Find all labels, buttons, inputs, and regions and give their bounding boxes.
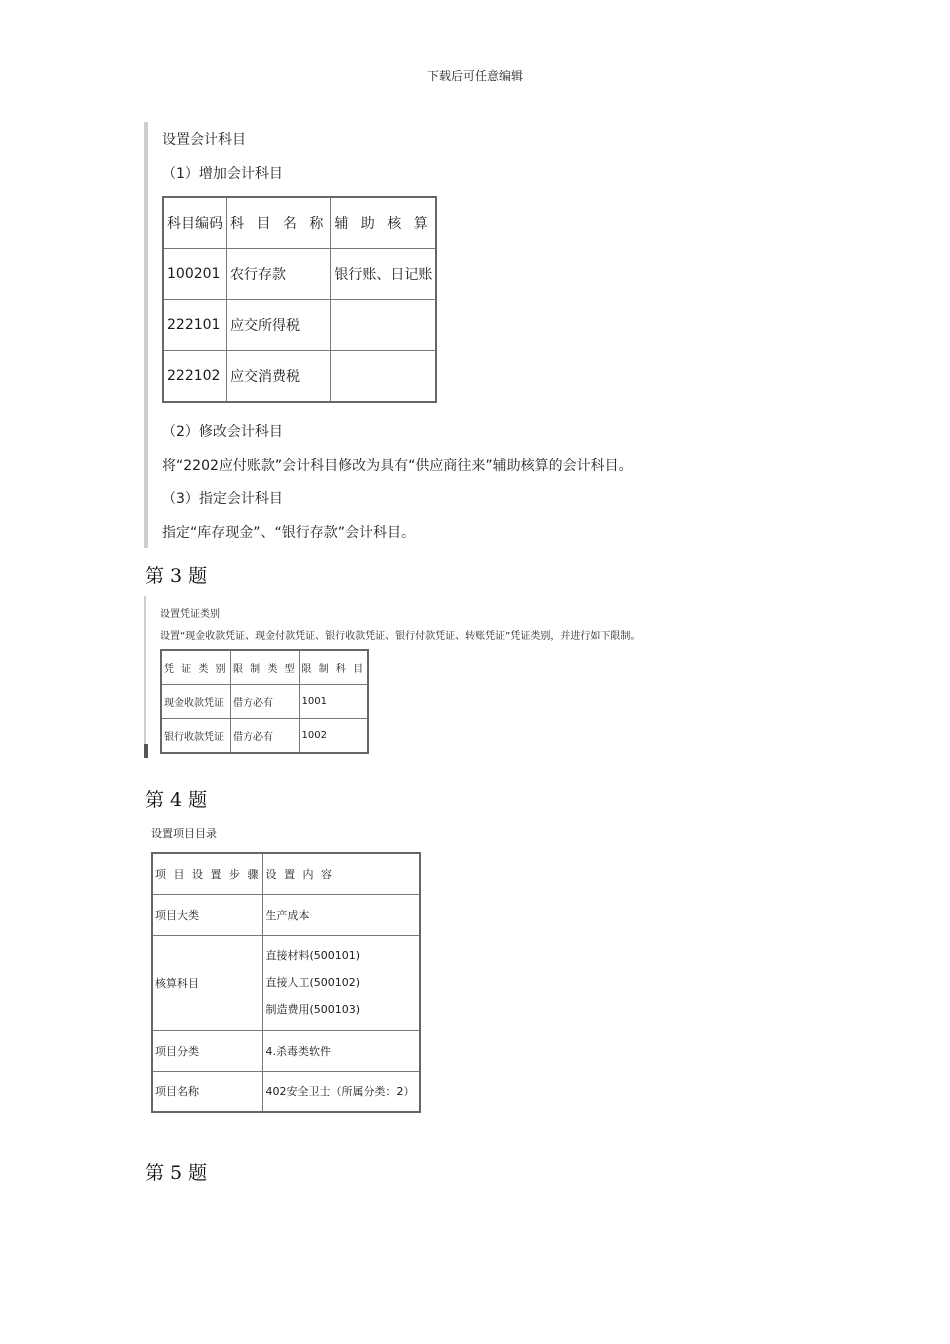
table-cell: 银行账、日记账	[331, 249, 437, 300]
project-catalog-block	[148, 822, 548, 1122]
table-row	[163, 300, 436, 351]
table-header-row	[163, 197, 436, 249]
table-cell: 402安全卫士（所属分类：2）	[263, 1071, 421, 1112]
header-cell: 辅 助 核 算	[331, 197, 437, 249]
table-row	[161, 685, 368, 719]
table-cell: 借方必有	[231, 719, 300, 754]
table-cell: 222102	[163, 351, 227, 403]
table-cell: 农行存款	[227, 249, 331, 300]
table-row	[152, 1071, 420, 1112]
project-table	[151, 852, 421, 1113]
table-cell	[331, 351, 437, 403]
quote-bar	[144, 122, 148, 548]
quote-bar-marker	[144, 744, 148, 758]
table-row	[152, 1030, 420, 1071]
step-heading: （1）增加会计科目	[162, 166, 283, 182]
table-cell: 银行收款凭证	[161, 719, 231, 754]
table-cell: 现金收款凭证	[161, 685, 231, 719]
table-cell: 借方必有	[231, 685, 300, 719]
accounts-table	[162, 196, 437, 403]
table-row	[163, 249, 436, 300]
header-cell: 科 目 名 称	[227, 197, 331, 249]
table-cell: 项目名称	[152, 1071, 263, 1112]
account-setup-block	[144, 122, 704, 548]
voucher-table	[160, 649, 369, 754]
table-cell: 项目大类	[152, 894, 263, 935]
table-cell: 生产成本	[263, 894, 421, 935]
voucher-setup-block	[144, 596, 704, 761]
table-cell: 1002	[299, 719, 368, 754]
step-heading: （2）修改会计科目	[162, 424, 283, 440]
table-cell: 应交消费税	[227, 351, 331, 403]
page-header: 下载后可任意编辑	[426, 69, 523, 83]
quote-bar	[144, 596, 146, 758]
list-item: 制造费用(500103)	[265, 1003, 361, 1016]
table-row	[161, 719, 368, 754]
block-title: 设置会计科目	[162, 132, 246, 148]
table-cell: 核算科目	[152, 935, 263, 1030]
table-cell: 项目分类	[152, 1030, 263, 1071]
header-cell: 科目编码	[163, 197, 227, 249]
header-cell: 项 目 设 置 步 骤	[152, 853, 263, 894]
header-cell: 设 置 内 容	[263, 853, 421, 894]
question-title: 第 3 题	[145, 565, 208, 587]
table-cell: 100201	[163, 249, 227, 300]
table-cell: 222101	[163, 300, 227, 351]
table-cell: 4.杀毒类软件	[263, 1030, 421, 1071]
list-item: 直接人工(500102)	[265, 976, 361, 989]
table-row	[152, 935, 420, 1030]
question-title: 第 4 题	[145, 789, 208, 811]
table-row	[152, 894, 420, 935]
table-row	[163, 351, 436, 403]
header-cell: 凭 证 类 别	[161, 650, 231, 685]
block-description: 设置“现金收款凭证、现金付款凭证、银行收款凭证、银行付款凭证、转账凭证”凭证类别，并进行如下限制。	[160, 631, 641, 642]
block-title: 设置凭证类别	[160, 609, 220, 620]
header-cell: 限 制 科 目	[299, 650, 368, 685]
block-title: 设置项目目录	[151, 827, 217, 840]
table-header-row	[152, 853, 420, 894]
table-cell: 1001	[299, 685, 368, 719]
header-cell: 限 制 类 型	[231, 650, 300, 685]
table-header-row	[161, 650, 368, 685]
step-text: 指定“库存现金”、“银行存款”会计科目。	[162, 525, 416, 541]
question-title: 第 5 题	[145, 1162, 208, 1184]
step-heading: （3）指定会计科目	[162, 491, 283, 507]
table-cell: 应交所得税	[227, 300, 331, 351]
step-text: 将“2202应付账款”会计科目修改为具有“供应商往来”辅助核算的会计科目。	[162, 458, 633, 474]
table-cell	[331, 300, 437, 351]
list-item: 直接材料(500101)	[265, 949, 361, 962]
table-cell-list	[263, 935, 421, 1030]
